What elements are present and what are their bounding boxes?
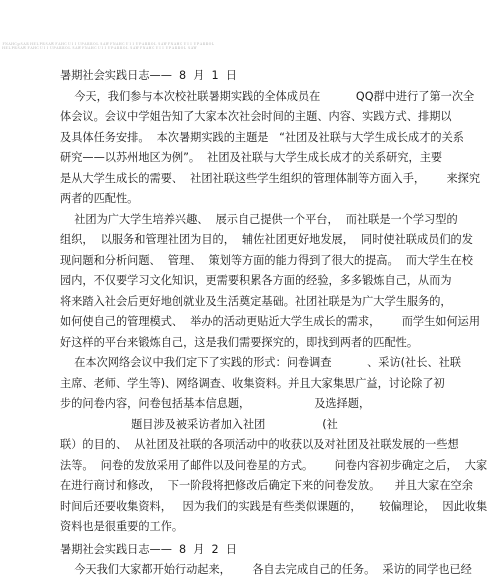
body-text-line: 及具体任务安排。 本次暑期实践的主题是 “社团及社联与大学生成长成才的关系: [60, 130, 464, 144]
body-text-line: 资料也是很重要的工作。: [60, 520, 184, 533]
body-text-line: 法等。 问卷的发放采用了邮件以及问卷星的方式。 问卷内容初步确定之后， 大家: [60, 458, 488, 472]
body-text-line: 题目涉及被采访者加入社团 (社: [60, 417, 338, 431]
body-text-line: 园内，不仅要学习文化知识，更需要积累各方面的经验，多多锻炼自己，从而为: [60, 274, 452, 287]
body-text-line: 主席、老师、学生等)、网络调查、收集资料。并且大家集思广益，讨论除了初: [60, 376, 445, 390]
body-text-line: 联）的目的、 从社团及社联的各项活动中的收获以及对社团及社联发展的一些想: [60, 438, 459, 451]
body-text-line: 是从大学生成长的需要、 社团社联这些学生组织的管理体制等方面入手， 来探究: [60, 171, 481, 185]
body-text-line: 体会议。会议中学姐告知了大家本次社会时间的主题、内容、实践方式、排期以: [60, 110, 452, 123]
body-text-line: 两者的匹配性。: [60, 192, 139, 205]
diary-date-heading: 暑期社会实践日志—— 8 月 2 日: [60, 542, 237, 556]
diary-date-heading: 暑期社会实践日志—— 8 月 1 日: [60, 69, 237, 82]
body-text-line: 社团为广大学生培养兴趣、 展示自己提供一个平台， 而社联是一个学习型的: [60, 212, 458, 226]
header-noise: [2, 42, 492, 50]
body-text-line: 今天我们大家都开始行动起来， 各自去完成自己的任务。 采访的同学也已经: [60, 563, 472, 576]
body-text-line: 在进行商讨和修改， 下一阶段将把修改后确定下来的问卷发放。 并且大家在空余: [60, 479, 473, 492]
body-text-line: 如何使自己的管理模式、 举办的活动更贴近大学生成长的需求， 而学生如何运用: [60, 315, 481, 328]
body-text-line: 时间后还要收集资料， 因为我们的实践是有些类似课题的， 较偏理论， 因此收集: [60, 499, 488, 513]
body-text-line: 今天，我们参与本次校社联暑期实践的全体成员在 QQ群中进行了第一次全: [60, 89, 475, 103]
body-text-line: 研究——以苏州地区为例”。 社团及社联与大学生成长成才的关系研究，主要: [60, 151, 443, 164]
body-text-line: 现问题和分析问题、 管理、 策划等方面的能力得到了很大的提高。 而大学生在校: [60, 253, 473, 267]
header-noise-line: ＦＮＡＨＣｐＳＡＲ ＨＥＬＰＲＳＡＷ ＦＡＨＣ ＵＩＩ ＵＰＡＲＲＯＬ ＳＡＷ ＦＮＡＨＣ ＵＩＩ ＵＰＡＲＲＯＬ ＳＡＷ ＦＮＡＨＣ ＵＩＩ ＵＰＡＲＲＯＬ: [2, 42, 215, 46]
body-text-line: 步的问卷内容，问卷包括基本信息题， 及选择题，: [60, 397, 371, 410]
body-text-line: 好这样的平台来锻炼自己，这是我们需要探究的，即找到两者的匹配性。: [60, 335, 419, 349]
header-noise-line: ＨＥＬＰＲＳＡＷ ＦＡＨＣ ＵＩＩ ＵＰＡＲＲＯＬ ＳＡＷ ＦＮＡＨＣ ＵＩＩ ＵＰＡＲＲＯＬ ＳＡＷ ＦＮＡＨＣ ＵＩＩ ＵＰＡＲＲＯＬ ＳＡＷ: [2, 46, 197, 50]
body-text-line: 组织， 以服务和管理社团为目的， 辅佐社团更好地发展， 同时使社联成员们的发: [60, 233, 473, 246]
body-text-line: 在本次网络会议中我们定下了实践的形式：问卷调查 、采访(社长、社联: [60, 356, 461, 369]
body-text-line: 将来踏入社会后更好地创就业及生活奠定基础。社团社联是为广大学生服务的，: [60, 294, 452, 308]
document-body: [60, 64, 488, 581]
